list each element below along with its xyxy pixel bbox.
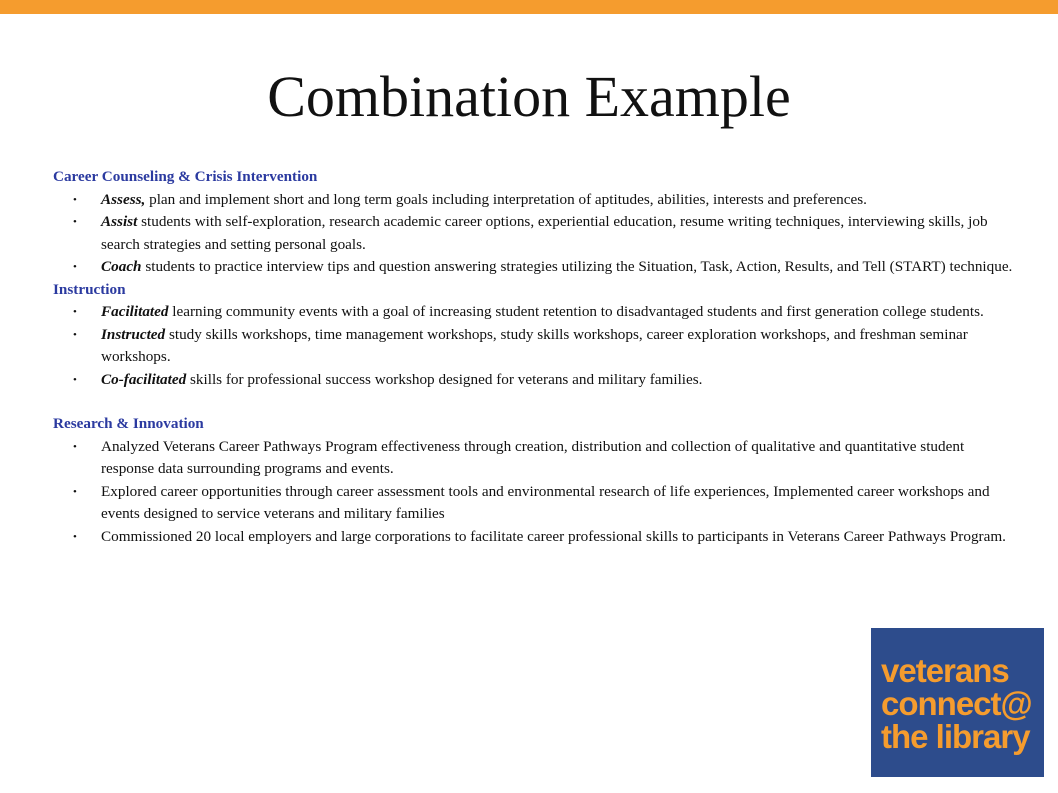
item-text: Commissioned 20 local employers and large corporations to facilitate career professional skills to participants in Veterans Career Pathways Program.: [101, 527, 1006, 545]
logo-line: the library: [881, 718, 1030, 755]
bullet-list: [53, 301, 1013, 391]
item-text: study skills workshops, time management workshops, study skills workshops, career exploration workshops, and freshman seminar workshops.: [101, 325, 968, 365]
section-heading: Research & Innovation: [53, 415, 204, 432]
logo-line: connect@: [881, 685, 1032, 722]
item-text: students to practice interview tips and question answering strategies utilizing the Situation, Task, Action, Results, and Tell (START) technique.: [141, 258, 1013, 275]
bullet-icon: •: [73, 485, 77, 498]
item-text: skills for professional success workshop designed for veterans and military families.: [186, 370, 703, 388]
bullet-icon: •: [73, 306, 77, 318]
section-instruction: [53, 279, 1013, 392]
bullet-list: [53, 189, 1013, 279]
section-heading: Career Counseling & Crisis Intervention: [53, 168, 318, 185]
section-research-innovation: [53, 413, 1013, 548]
item-lead: Assess,: [101, 190, 146, 208]
item-text: learning community events with a goal of increasing student retention to disadvantaged students and first generation college students.: [168, 303, 984, 320]
item-lead: Instructed: [101, 325, 166, 343]
section-heading: Instruction: [53, 280, 126, 298]
bullet-icon: •: [73, 328, 77, 341]
list-item: [53, 256, 1013, 279]
veterans-connect-logo: [871, 628, 1044, 777]
bullet-icon: •: [73, 373, 77, 386]
item-text: plan and implement short and long term goals including interpretation of aptitudes, abilities, interests and preferences.: [145, 190, 867, 208]
item-lead: Coach: [101, 258, 142, 275]
list-item: [53, 301, 1013, 324]
list-item: [53, 526, 1013, 549]
section-career-counseling: [53, 166, 1013, 279]
slide-content: [53, 166, 1013, 548]
bullet-icon: •: [73, 440, 77, 453]
bullet-icon: •: [73, 193, 77, 206]
bullet-icon: •: [73, 216, 77, 228]
item-lead: Co-facilitated: [101, 370, 187, 388]
list-item: [53, 481, 1013, 526]
item-text: Explored career opportunities through career assessment tools and environmental research of life experiences, Implemented career workshops and events designed to service veterans and military families: [101, 482, 990, 522]
item-lead: Facilitated: [101, 303, 169, 320]
bullet-icon: •: [73, 530, 77, 543]
item-text: Analyzed Veterans Career Pathways Program effectiveness through creation, distribution and collection of qualitative and quantitative student response data surrounding programs and events.: [101, 437, 965, 477]
item-text: students with self-exploration, research academic career options, experiential education, resume writing techniques, interviewing skills, job search strategies and setting personal goals.: [101, 213, 988, 253]
logo-line: veterans: [881, 652, 1009, 689]
bullet-icon: •: [73, 261, 77, 273]
item-lead: Assist: [101, 213, 138, 230]
slide-title: Combination Example: [267, 64, 791, 129]
list-item: [53, 211, 1013, 256]
list-item: [53, 436, 1013, 481]
list-item: [53, 324, 1013, 369]
top-accent-bar: [0, 0, 1058, 14]
list-item: [53, 369, 1013, 392]
bullet-list: [53, 436, 1013, 549]
list-item: [53, 189, 1013, 212]
